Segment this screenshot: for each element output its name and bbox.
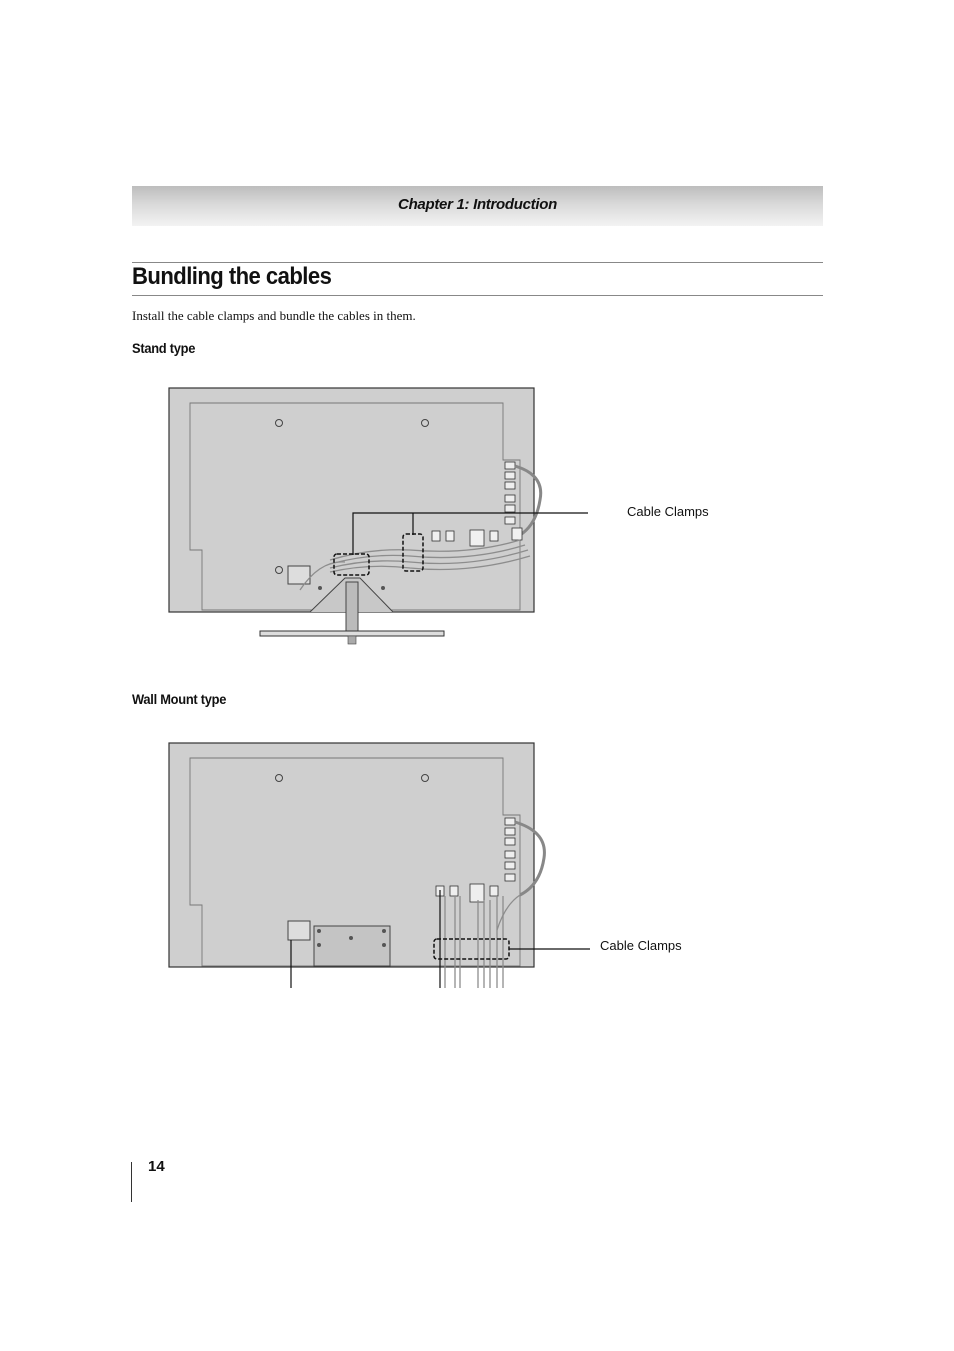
tv-back-panel-wall xyxy=(169,743,544,988)
footer-margin-rule xyxy=(131,1162,132,1202)
page-number: 14 xyxy=(148,1158,165,1175)
wall-cable-clamps-label: Cable Clamps xyxy=(600,938,682,953)
chapter-title: Chapter 1: Introduction xyxy=(398,196,557,213)
section-title: Bundling the cables xyxy=(132,263,332,290)
stand-type-heading: Stand type xyxy=(132,340,196,356)
wall-mount-type-heading: Wall Mount type xyxy=(132,691,227,707)
stand-cable-clamps-label: Cable Clamps xyxy=(627,504,709,519)
intro-text: Install the cable clamps and bundle the cables in them. xyxy=(132,308,416,323)
